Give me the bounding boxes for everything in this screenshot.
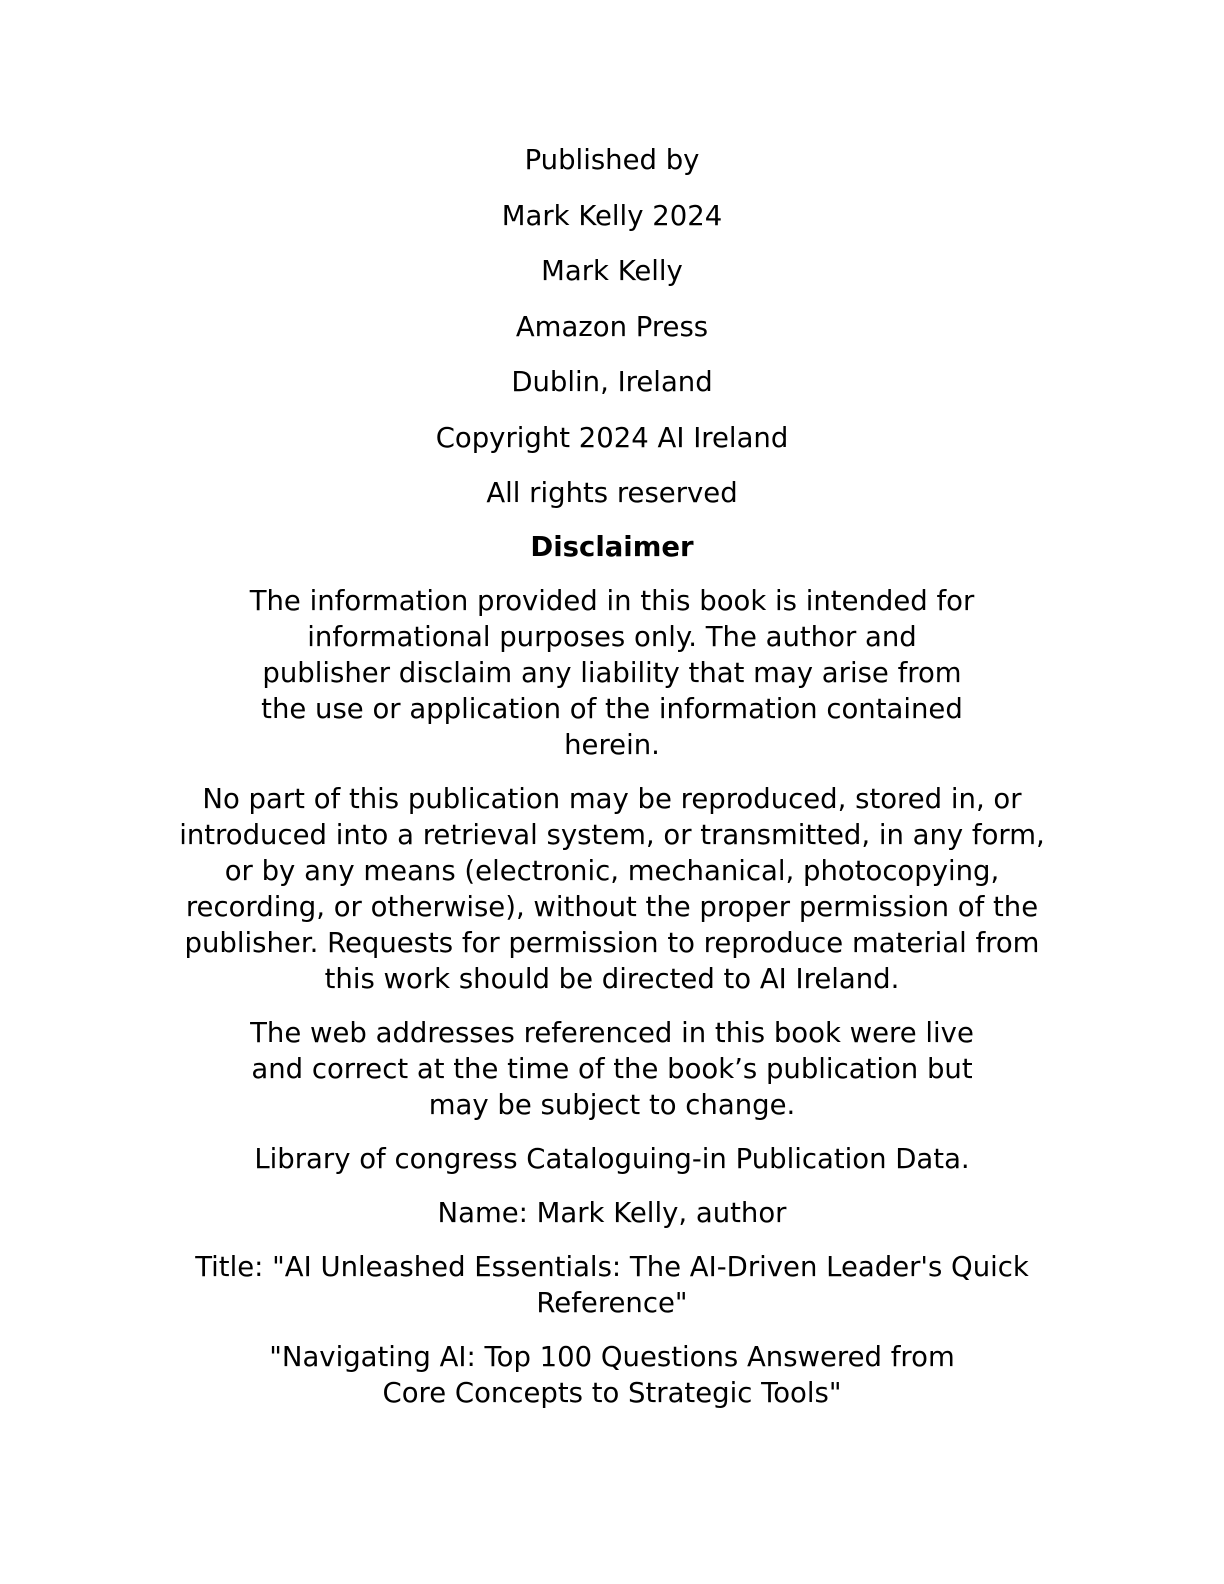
disclaimer-paragraph-1: The information provided in this book is intended for informational purposes only. The author and publisher disclaim any liability that may arise from the use or application of the information contained herein. bbox=[249, 585, 975, 761]
press-line: Amazon Press bbox=[515, 310, 709, 343]
disclaimer-paragraph-2: No part of this publication may be reproduced, stored in, or introduced into a retrieval system, or transmitted, in any form, or by any means (electronic, mechanical, photocopying, recording, or otherwise), without the proper permission of the publisher. Requests for permission to reproduce material from this work should be directed to AI Ireland. bbox=[179, 783, 1045, 995]
author-line: Mark Kelly bbox=[541, 255, 683, 287]
published-by-line: Published by bbox=[524, 144, 700, 176]
catalog-name-line: Name: Mark Kelly, author bbox=[437, 1197, 787, 1229]
copyright-line: Copyright 2024 AI Ireland bbox=[435, 421, 789, 454]
catalog-subtitle-line: "Navigating AI: Top 100 Questions Answered from Core Concepts to Strategic Tools" bbox=[269, 1341, 955, 1409]
disclaimer-heading: Disclaimer bbox=[530, 531, 694, 563]
catalog-title-line: Title: "AI Unleashed Essentials: The AI-Driven Leader's Quick Reference" bbox=[195, 1251, 1029, 1319]
disclaimer-paragraph-3: The web addresses referenced in this book were live and correct at the time of the book’s publication but may be subject to change. bbox=[250, 1017, 974, 1121]
location-line: Dublin, Ireland bbox=[511, 366, 713, 398]
library-of-congress-line: Library of congress Cataloguing-in Publication Data. bbox=[254, 1143, 970, 1175]
rights-line: All rights reserved bbox=[486, 477, 738, 509]
page-content bbox=[147, 142, 1077, 1411]
publisher-year-line: Mark Kelly 2024 bbox=[501, 199, 723, 232]
